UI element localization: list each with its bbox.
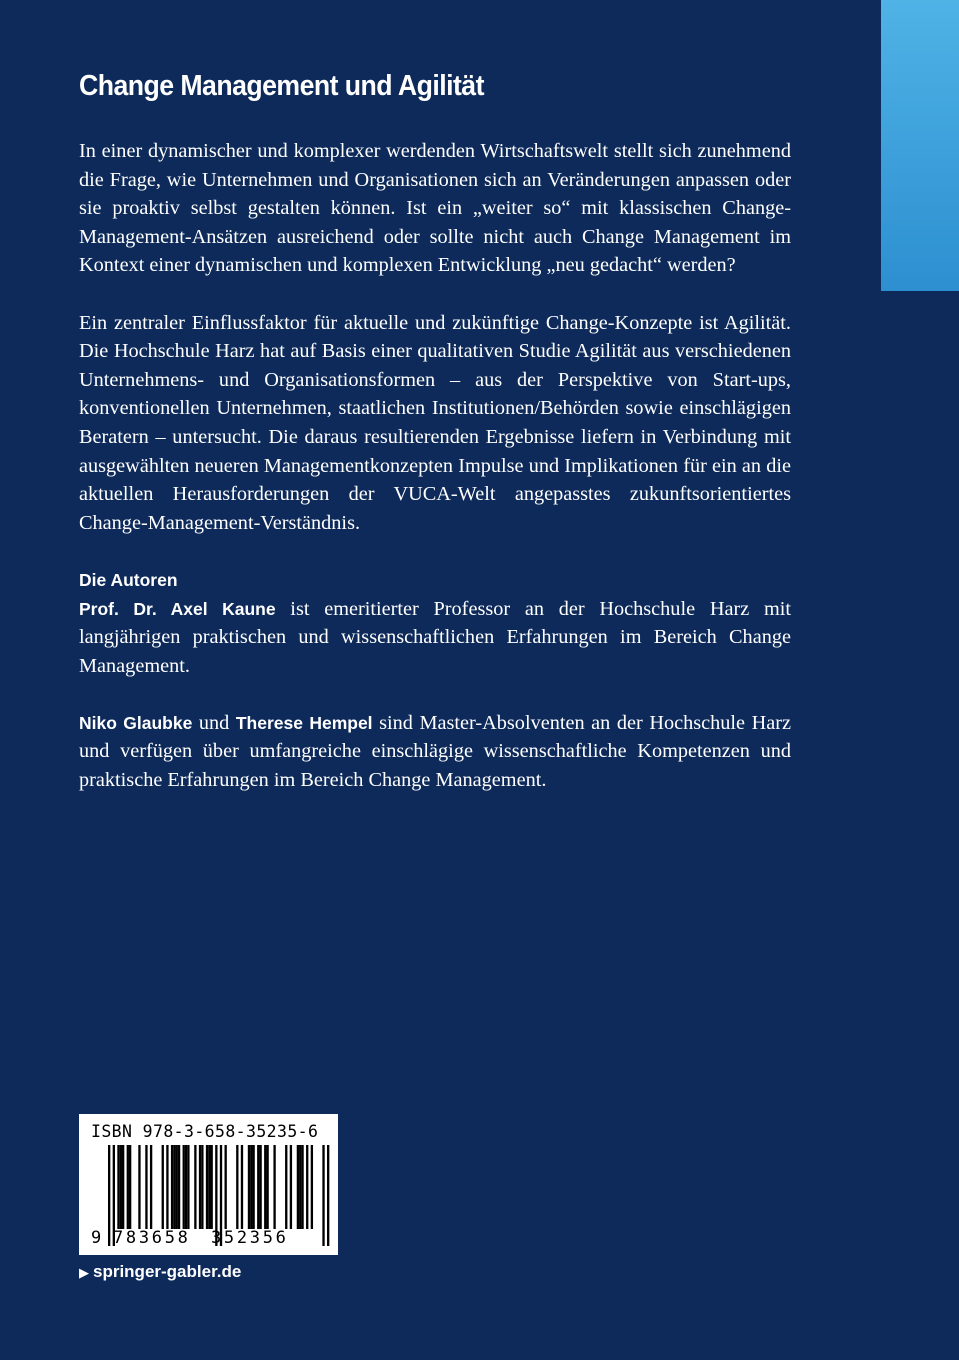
barcode-bar — [122, 1145, 124, 1229]
barcode-bar — [171, 1145, 173, 1229]
author-2-3-text: sind Master-Absolventen an der Hochschule Harz und verfügen über umfangreiche einschlägige wissenschaftliche Kompetenzen und praktische Erfahrungen im Bereich Change Management. — [79, 711, 792, 792]
author-1-bio — [79, 595, 791, 681]
isbn-barcode-box — [79, 1114, 338, 1255]
barcode-bar — [199, 1145, 201, 1229]
isbn-digits-left: 783658 — [113, 1228, 191, 1248]
barcode-bar — [322, 1145, 324, 1246]
barcode-bar — [241, 1145, 243, 1229]
isbn-digits-right: 352356 — [211, 1228, 289, 1248]
barcode-bar — [252, 1145, 254, 1229]
barcode-bar — [311, 1145, 313, 1229]
barcode-bar — [206, 1145, 208, 1229]
author-3-name: Therese Hempel — [235, 712, 373, 733]
barcode-bar — [178, 1145, 180, 1229]
author-connector: und — [192, 711, 236, 734]
isbn-digit-first: 9 — [91, 1228, 102, 1248]
barcode-bar — [290, 1145, 292, 1229]
barcode-bar — [301, 1145, 303, 1229]
barcode-bar — [306, 1145, 308, 1229]
author-2-3-bio — [79, 709, 791, 795]
barcode-bar — [176, 1145, 178, 1229]
barcode-bar — [185, 1145, 187, 1229]
triangle-right-icon: ▶ — [79, 1265, 89, 1280]
barcode-bar — [138, 1145, 140, 1229]
study-paragraph: Ein zentraler Einflussfaktor für aktuelle und zukünftige Change-Konzepte ist Agilität. Die Hochschule Harz hat auf Basis einer qualitativen Studie Agilität aus verschiedenen Unternehmens- und Organisationsformen – aus der Perspektive von Start-ups, konventionellen Unternehmen, staatlichen Institutionen/Behörden sowie einschlägigen Beratern – untersucht. Die daraus resultierenden Ergebnisse liefern in Verbindung mit ausgewählten neueren Managementkonzepten Impulse und Implikationen für ein an die aktuellen Herausforderungen der VUCA-Welt angepasstes zukunftsorientiertes Change-Management-Verständnis. — [79, 311, 791, 534]
barcode-bar — [264, 1145, 266, 1229]
barcode-bar — [127, 1145, 129, 1229]
back-cover-text — [79, 70, 791, 823]
barcode-bar — [194, 1145, 196, 1229]
barcode-bar — [150, 1145, 152, 1229]
barcode-bar — [248, 1145, 250, 1229]
barcode-bar — [225, 1145, 227, 1229]
barcode-bar — [299, 1145, 301, 1229]
barcode-bar — [145, 1145, 147, 1229]
isbn-label: ISBN 978-3-658-35235-6 — [91, 1122, 319, 1141]
barcode-bar — [257, 1145, 259, 1229]
barcode-bar — [236, 1145, 238, 1229]
barcode-bar — [120, 1145, 122, 1229]
intro-paragraph: In einer dynamischer und komplexer werdenden Wirtschaftswelt stellt sich zunehmend die Frage, wie Unternehmen und Organisationen sich an Veränderungen anpassen oder sie proaktiv selbst gestalten können. Ist ein „weiter so“ mit klassischen Change-Management-Ansätzen ausreichend oder sollte nicht auch Change Management im Kontext einer dynamischen und komplexen Entwicklung „neu gedacht“ werden? — [79, 140, 791, 277]
barcode-bar — [285, 1145, 287, 1229]
barcode-bar — [187, 1145, 189, 1229]
barcode-bar — [208, 1145, 210, 1229]
barcode-bar — [211, 1145, 213, 1229]
barcode-bar — [297, 1145, 299, 1229]
barcode-bar — [117, 1145, 119, 1229]
barcode-bar — [201, 1145, 203, 1229]
barcode-bar — [162, 1145, 164, 1229]
barcode-bar — [166, 1145, 168, 1229]
barcode-bar — [173, 1145, 175, 1229]
authors-heading: Die Autoren — [79, 569, 178, 590]
barcode-bar — [266, 1145, 268, 1229]
website-label: springer-gabler.de — [93, 1262, 242, 1281]
barcode-bar — [273, 1145, 275, 1229]
barcode-bar — [129, 1145, 131, 1229]
barcode-bar — [327, 1145, 329, 1246]
book-title: Change Management und Agilität — [79, 70, 484, 102]
website-link[interactable] — [79, 1262, 241, 1282]
barcode-bar — [108, 1145, 110, 1246]
author-1-text: ist emeritierter Professor an der Hochschule Harz mit langjährigen praktischen und wissenschaftlichen Erfahrungen im Bereich Change Management. — [79, 597, 791, 677]
accent-bar — [881, 0, 959, 291]
author-1-name: Prof. Dr. Axel Kaune — [79, 598, 276, 619]
author-2-name: Niko Glaubke — [79, 712, 193, 733]
barcode-bar — [183, 1145, 185, 1229]
barcode-bar — [259, 1145, 261, 1229]
barcode-bar — [250, 1145, 252, 1229]
